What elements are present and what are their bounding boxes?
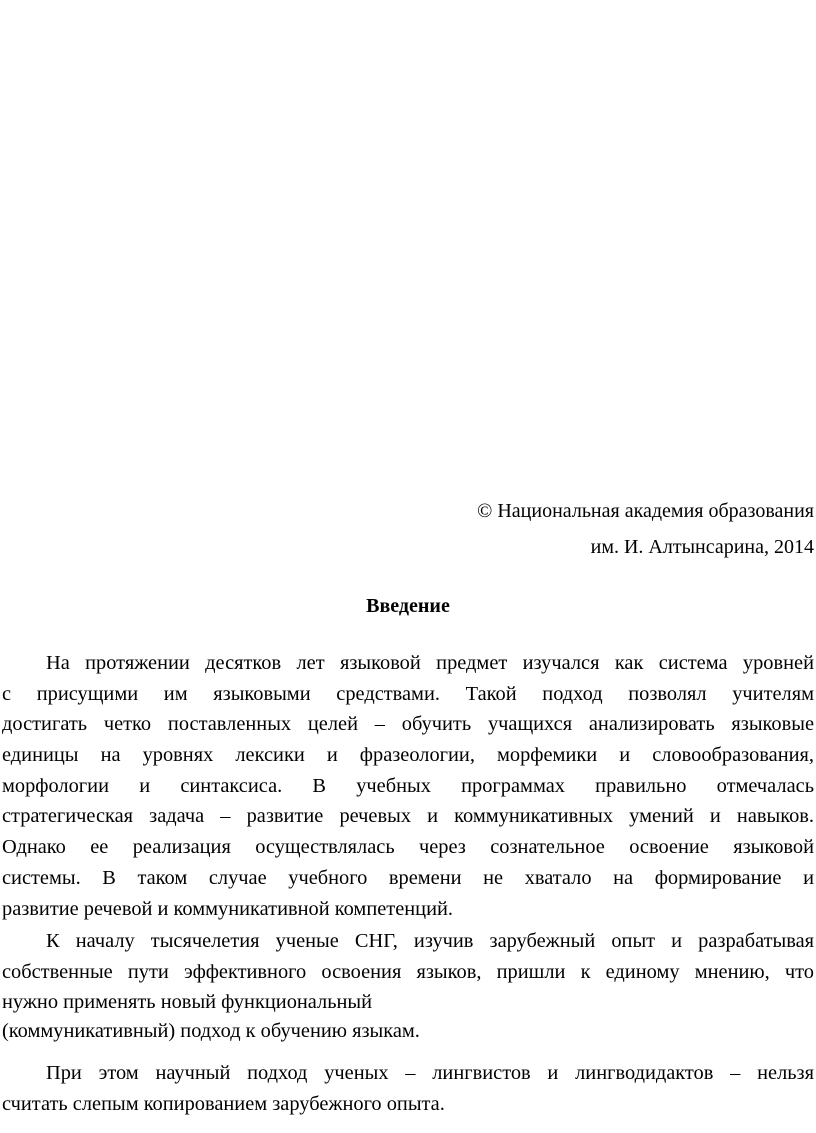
paragraph-line: нужно применять новый функциональный bbox=[2, 991, 373, 1014]
section-heading: Введение bbox=[366, 595, 450, 617]
paragraph-line: считать слепым копированием зарубежного опыта. bbox=[2, 1092, 445, 1115]
paragraph-line: К началу тысячелетия ученые СНГ, изучив зарубежный опыт и разрабатывая bbox=[46, 930, 814, 952]
paragraph-line: стратегическая задача – развитие речевых и коммуникативных умений и навыков. bbox=[2, 805, 814, 828]
paragraph-line: с присущими им языковыми средствами. Такой подход позволял учителям bbox=[2, 682, 814, 705]
paragraph-line: собственные пути эффективного освоения языков, пришли к единому мнению, что bbox=[2, 960, 814, 983]
paragraph-line: (коммуникативный) подход к обучению языкам. bbox=[2, 1020, 420, 1042]
paragraph-4 bbox=[2, 1058, 814, 1119]
paragraph-line: морфологии и синтаксиса. В учебных программах правильно отмечалась bbox=[2, 774, 814, 797]
paragraph-line: При этом научный подход ученых – лингвистов и лингводидактов – нельзя bbox=[46, 1062, 814, 1084]
paragraph-line: системы. В таком случае учебного времени не хватало на формирование и bbox=[2, 866, 814, 889]
paragraph-line: единицы на уровнях лексики и фразеологии, морфемики и словообразования, bbox=[2, 744, 814, 767]
paragraph-line: Однако ее реализация осуществлялась через сознательное освоение языковой bbox=[2, 836, 814, 859]
copyright-line-1: © Национальная академия образования bbox=[477, 500, 814, 522]
paragraph-3 bbox=[2, 1016, 814, 1047]
paragraph-line: развитие речевой и коммуникативной компетенций. bbox=[2, 897, 454, 920]
paragraph-line: достигать четко поставленных целей – обучить учащихся анализировать языковые bbox=[2, 713, 814, 736]
paragraph-line: На протяжении десятков лет языковой предмет изучался как система уровней bbox=[46, 652, 814, 674]
paragraph-2 bbox=[2, 926, 814, 1018]
paragraph-1 bbox=[2, 648, 814, 924]
copyright-line-2: им. И. Алтынсарина, 2014 bbox=[590, 536, 814, 558]
